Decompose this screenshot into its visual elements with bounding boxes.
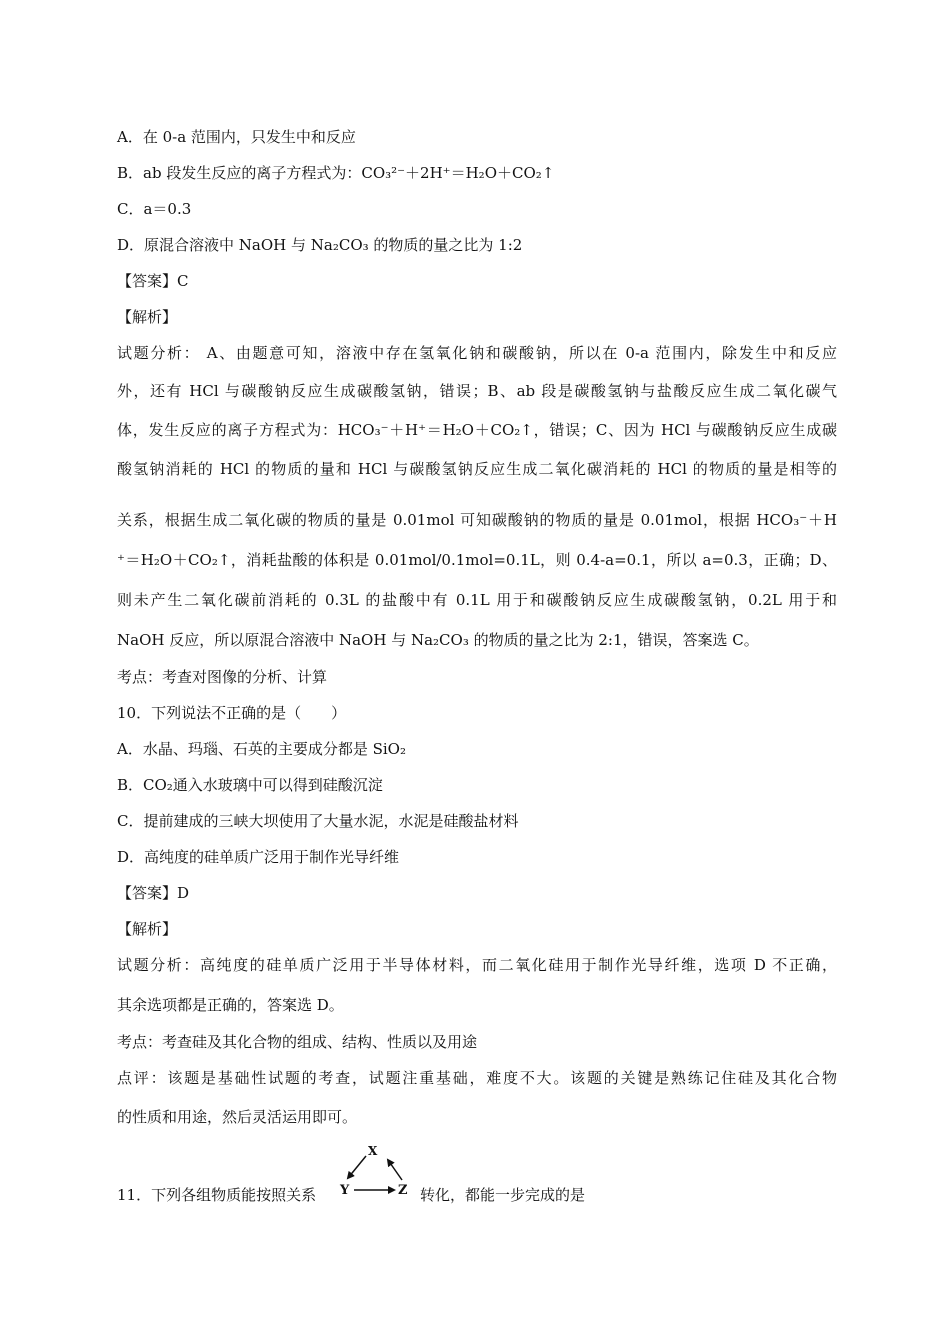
q9-analysis-line: 试题分析： A、由题意可知，溶液中存在氢氧化钠和碳酸钠，所以在 0-a 范围内，除发生中和反应 [117, 344, 837, 362]
q9-analysis-line: 则未产生二氧化碳前消耗的 0.3L 的盐酸中有 0.1L 用于和碳酸钠反应生成碳酸氢钠，0.2L 用于和 [117, 591, 837, 609]
q10-stem: 10．下列说法不正确的是（ ） [117, 704, 347, 722]
q10-option-c: C．提前建成的三峡大坝使用了大量水泥，水泥是硅酸盐材料 [117, 812, 519, 830]
q11-stem-suffix: 转化，都能一步完成的是 [420, 1186, 586, 1204]
q10-pingyu-line: 的性质和用途，然后灵活运用即可。 [117, 1108, 358, 1126]
diagram-label-y: Y [340, 1183, 350, 1198]
q9-analysis-line: 关系，根据生成二氧化碳的物质的量是 0.01mol 可知碳酸钠的物质的量是 0.01mol，根据 HCO₃⁻＋H [117, 511, 837, 529]
diagram-label-x: X [368, 1144, 378, 1158]
arrow-x-to-y [348, 1156, 366, 1178]
q10-analysis-heading: 【解析】 [117, 920, 178, 938]
q10-pingyu-line: 点评：该题是基础性试题的考查，试题注重基础，难度不大。该题的关键是熟练记住硅及其化合物 [117, 1069, 837, 1087]
q10-answer: 【答案】D [117, 884, 190, 902]
q9-analysis-line: 酸氢钠消耗的 HCl 的物质的量和 HCl 与碳酸氢钠反应生成二氧化碳消耗的 HCl 的物质的量是相等的 [117, 460, 837, 478]
xyz-cycle-diagram [336, 1140, 416, 1202]
q9-option-b: B．ab 段发生反应的离子方程式为：CO₃²⁻＋2H⁺＝H₂O＋CO₂↑ [117, 164, 555, 182]
q9-analysis-line: NaOH 反应，所以原混合溶液中 NaOH 与 Na₂CO₃ 的物质的量之比为 2:1，错误，答案选 C。 [117, 631, 759, 649]
q9-option-a: A．在 0-a 范围内，只发生中和反应 [117, 128, 356, 146]
q10-option-b: B．CO₂通入水玻璃中可以得到硅酸沉淀 [117, 776, 383, 794]
q9-option-c: C．a＝0.3 [117, 200, 192, 218]
q10-analysis-line: 其余选项都是正确的，答案选 D。 [117, 996, 344, 1014]
arrow-z-to-x [388, 1160, 402, 1180]
q10-option-d: D．高纯度的硅单质广泛用于制作光导纤维 [117, 848, 400, 866]
q9-answer: 【答案】C [117, 272, 189, 290]
q9-analysis-line: ⁺＝H₂O＋CO₂↑，消耗盐酸的体积是 0.01mol/0.1mol=0.1L，则 0.4-a=0.1，所以 a=0.3，正确；D、 [117, 551, 837, 569]
q10-analysis-line: 试题分析：高纯度的硅单质广泛用于半导体材料，而二氧化硅用于制作光导纤维，选项 D 不正确， [117, 956, 837, 974]
q9-kaodian: 考点：考查对图像的分析、计算 [117, 668, 328, 686]
q9-analysis-line: 体，发生反应的离子方程式为：HCO₃⁻＋H⁺＝H₂O＋CO₂↑，错误；C、因为 HCl 与碳酸钠反应生成碳 [117, 421, 837, 439]
q9-option-d: D．原混合溶液中 NaOH 与 Na₂CO₃ 的物质的量之比为 1:2 [117, 236, 523, 254]
q9-analysis-heading: 【解析】 [117, 308, 178, 326]
q10-kaodian: 考点：考查硅及其化合物的组成、结构、性质以及用途 [117, 1033, 478, 1051]
q11-stem-prefix: 11．下列各组物质能按照关系 [117, 1186, 317, 1204]
diagram-label-z: Z [398, 1183, 408, 1198]
q10-option-a: A．水晶、玛瑙、石英的主要成分都是 SiO₂ [117, 740, 406, 758]
q9-analysis-line: 外，还有 HCl 与碳酸钠反应生成碳酸氢钠，错误；B、ab 段是碳酸氢钠与盐酸反应生成二氧化碳气 [117, 382, 837, 400]
